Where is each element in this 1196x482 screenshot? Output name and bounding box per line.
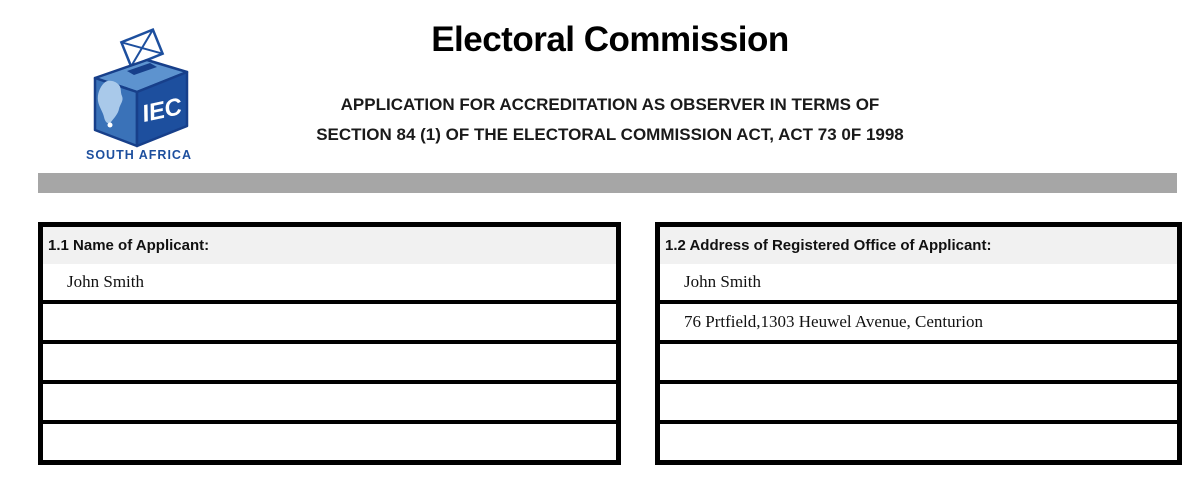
applicant-name-row-1[interactable]: John Smith [43,264,616,300]
iec-label: IEC [139,93,185,128]
page-title: Electoral Commission [431,20,789,59]
applicant-address-row-3[interactable] [660,340,1177,380]
applicant-name-row-2[interactable] [43,300,616,340]
applicant-name-table [38,222,621,465]
applicant-address-table [655,222,1182,465]
applicant-address-row-1[interactable]: John Smith [660,264,1177,300]
applicant-name-row-3[interactable] [43,340,616,380]
iec-logo [73,14,205,164]
subtitle-line-2: SECTION 84 (1) OF THE ELECTORAL COMMISSION ACT, ACT 73 0F 1998 [316,125,904,144]
applicant-address-row-4[interactable] [660,380,1177,420]
form-subtitle [190,90,1030,150]
logo-country-label: SOUTH AFRICA [86,148,192,162]
section-divider-bar [38,173,1177,193]
applicant-address-row-2[interactable]: 76 Prtfield,1303 Heuwel Avenue, Centurion [660,300,1177,340]
applicant-address-header: 1.2 Address of Registered Office of Applicant: [660,227,1177,264]
applicant-name-header: 1.1 Name of Applicant: [43,227,616,264]
applicant-address-row-5[interactable] [660,420,1177,460]
subtitle-line-1: APPLICATION FOR ACCREDITATION AS OBSERVER IN TERMS OF [340,95,880,114]
ballot-box-icon [95,60,187,146]
applicant-name-row-5[interactable] [43,420,616,460]
applicant-name-row-4[interactable] [43,380,616,420]
